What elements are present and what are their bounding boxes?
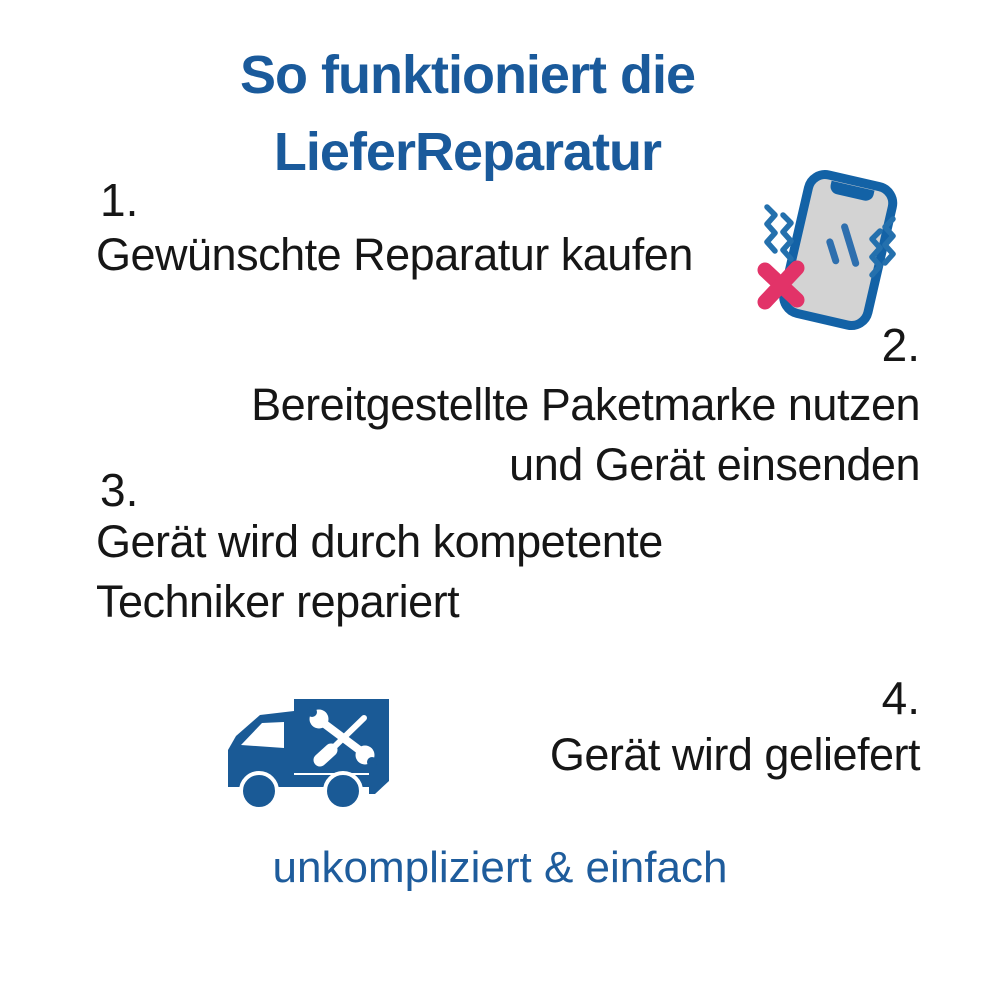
step-3-text-line1: Gerät wird durch kompetente xyxy=(96,516,663,567)
page-title-line2: LieferReparatur xyxy=(273,122,662,182)
repair-truck-icon xyxy=(224,692,394,816)
step-1-text: Gewünschte Reparatur kaufen xyxy=(96,229,693,280)
step-2-text-line1: Bereitgestellte Paketmarke nutzen xyxy=(251,379,920,430)
broken-phone-icon xyxy=(742,163,920,338)
step-2-text-line2: und Gerät einsenden xyxy=(509,439,920,490)
step-3-text xyxy=(96,512,663,632)
step-4-number: 4. xyxy=(881,672,920,724)
step-2-text xyxy=(251,375,920,495)
step-2-number: 2. xyxy=(881,319,920,371)
page-title-line1: So funktioniert die xyxy=(239,45,695,105)
step-3-text-line2: Techniker repariert xyxy=(96,576,460,627)
step-1-number: 1. xyxy=(100,174,139,226)
step-4-text: Gerät wird geliefert xyxy=(549,729,920,780)
step-3-number: 3. xyxy=(100,464,139,516)
footer-tagline: unkompliziert & einfach xyxy=(272,843,728,892)
